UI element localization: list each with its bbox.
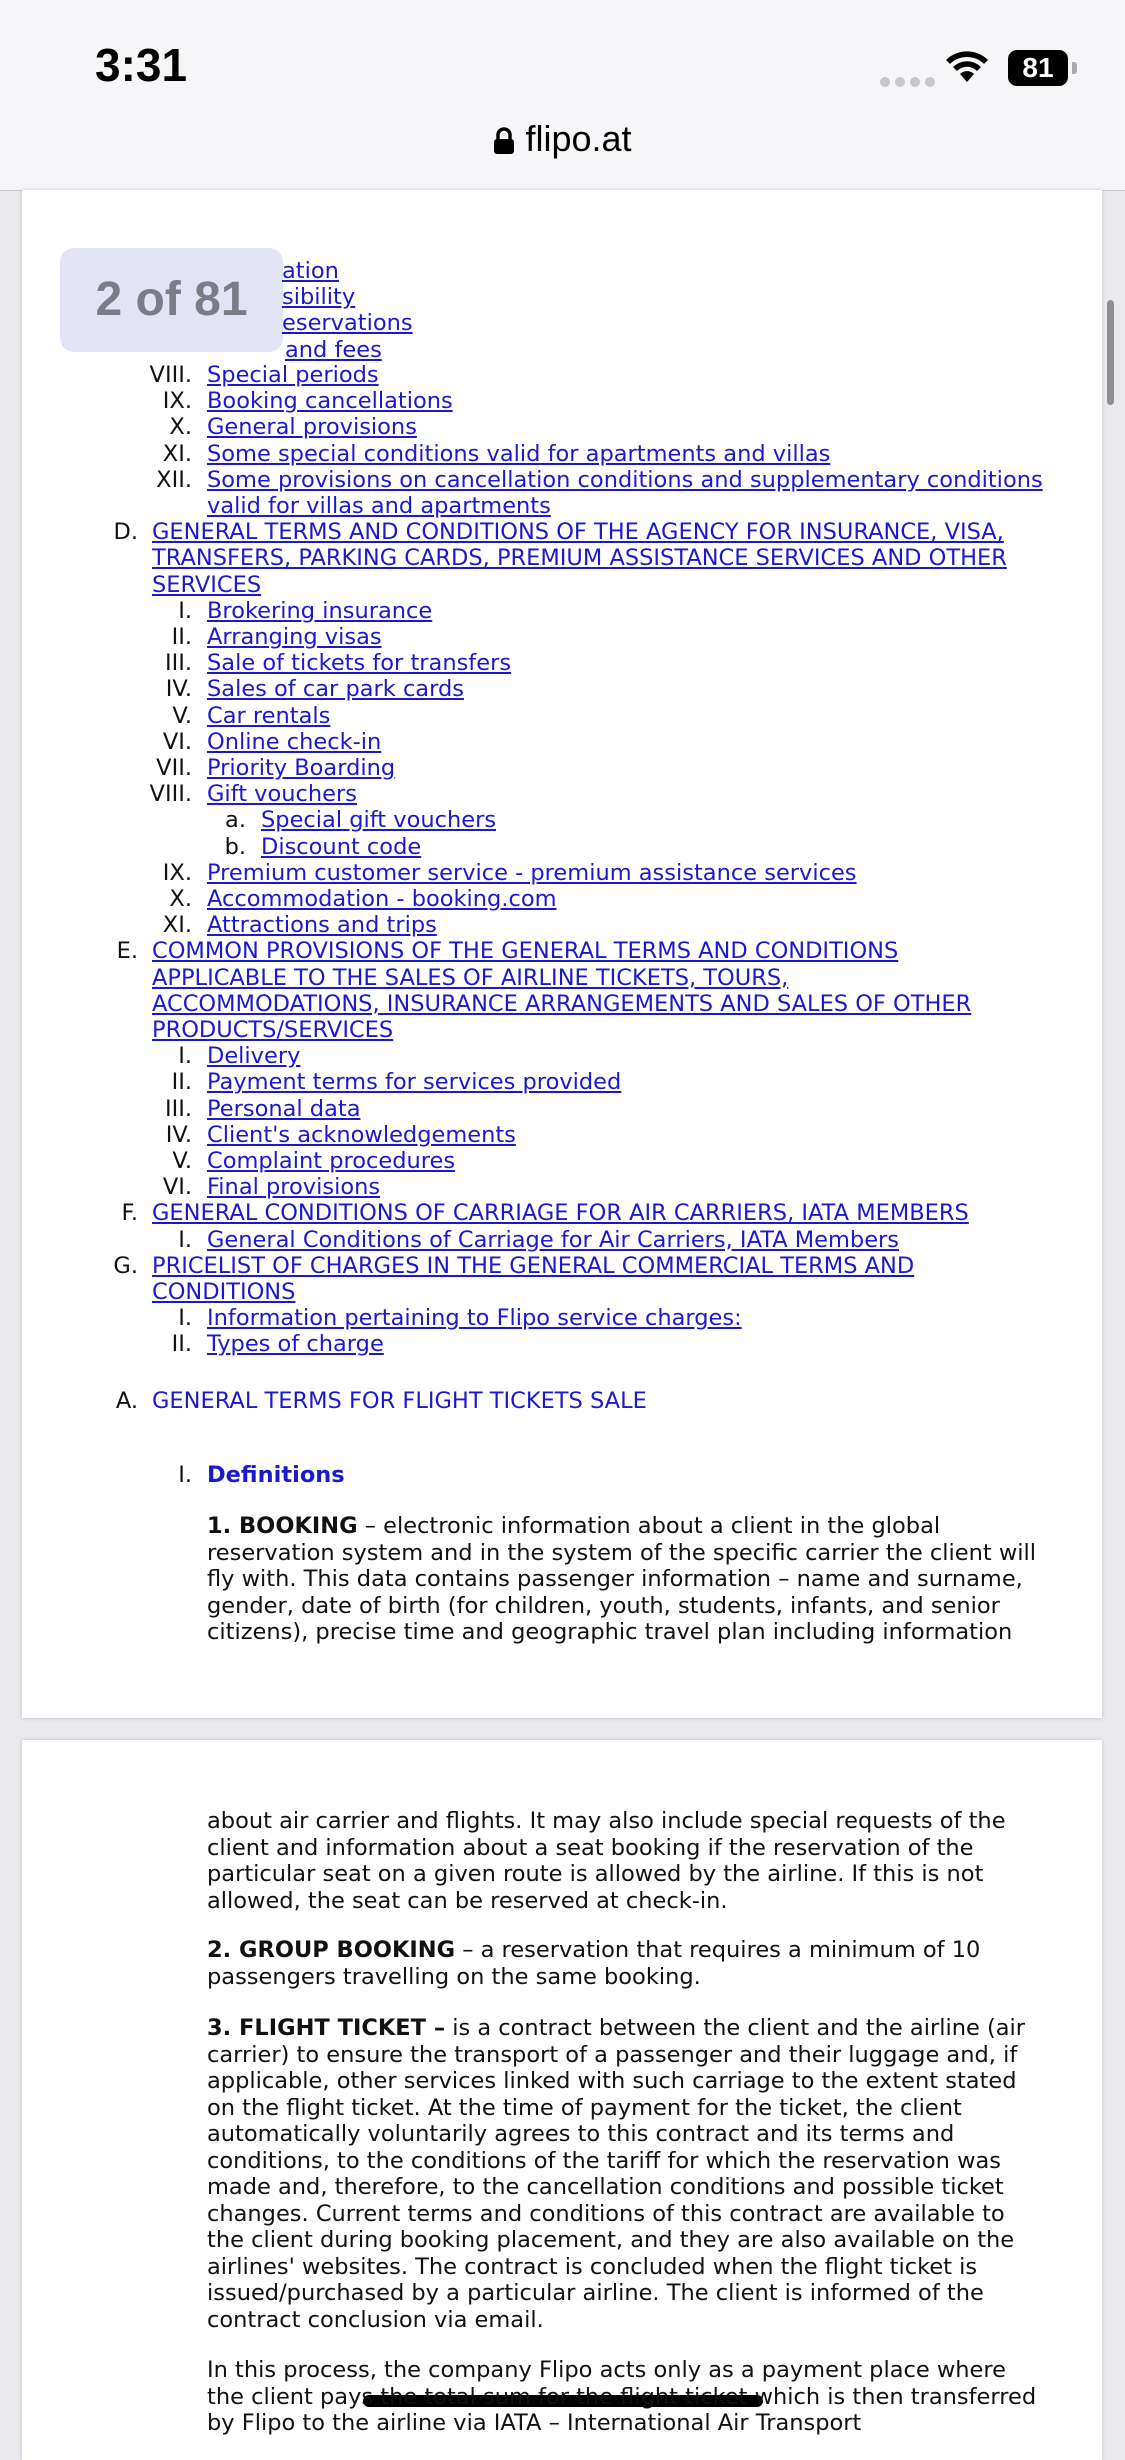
booking-continued-line	[207, 1808, 1006, 1835]
flight-ticket-definition-line	[207, 2095, 962, 2122]
booking-definition-line	[207, 1566, 1023, 1593]
toc-number: G.	[113, 1252, 138, 1279]
toc-link[interactable]: TRANSFERS, PARKING CARDS, PREMIUM ASSISTANCE SERVICES AND OTHER	[152, 545, 1007, 572]
toc-link[interactable]: eservations	[282, 310, 413, 337]
booking-definition-text: gender, date of birth (for children, youth, students, infants, and senior	[207, 1592, 1000, 1619]
flight-ticket-definition-text: the client during booking placement, and they are also available on the	[207, 2227, 1015, 2253]
group-booking-definition-text: – a reservation that requires a minimum of 10	[455, 1937, 981, 1963]
toc-number: b.	[224, 833, 246, 860]
group-booking-definition-text: passengers travelling on the same booking.	[207, 1963, 701, 1990]
toc-link[interactable]: Information pertaining to Flipo service charges:	[207, 1305, 742, 1332]
toc-link[interactable]: Special gift vouchers	[261, 807, 497, 834]
flight-ticket-definition-line	[207, 2068, 1017, 2095]
toc-number: I.	[178, 1226, 192, 1253]
toc-link[interactable]: Final provisions	[207, 1174, 381, 1201]
flight-ticket-definition-line	[207, 2042, 1017, 2069]
toc-link[interactable]: Premium customer service - premium assistance services	[207, 859, 857, 886]
toc-number: VI.	[162, 728, 192, 755]
flight-ticket-definition-line	[207, 2121, 954, 2148]
subsection-number: I.	[178, 1462, 192, 1488]
flight-ticket-definition-text: airlines' websites. The contract is concluded when the flight ticket is	[207, 2253, 978, 2280]
toc-link[interactable]: Gift vouchers	[207, 781, 357, 808]
wifi-icon	[945, 50, 989, 88]
section-number: A.	[115, 1388, 138, 1414]
booking-continued-line	[207, 1861, 983, 1888]
flight-ticket-definition-line	[207, 2280, 984, 2307]
toc-number: VIII.	[149, 362, 192, 388]
flight-ticket-definition-text: automatically voluntarily agrees to this contract and its terms and	[207, 2121, 955, 2147]
toc-number: XI.	[162, 440, 192, 467]
toc-link[interactable]: Booking cancellations	[207, 388, 453, 415]
toc-link[interactable]: PRICELIST OF CHARGES IN THE GENERAL COMMERCIAL TERMS AND	[152, 1252, 915, 1279]
toc-link[interactable]: Complaint procedures	[207, 1148, 456, 1174]
toc-number: X.	[169, 414, 192, 441]
scrollbar[interactable]	[1107, 300, 1114, 405]
toc-number: XI.	[162, 912, 192, 939]
flight-ticket-definition-text: carrier) to ensure the transport of a passenger and their luggage and, if	[207, 2041, 1018, 2068]
toc-number: II.	[171, 624, 192, 650]
group-booking-definition-line	[207, 1937, 980, 1964]
flipo-paragraph-line	[207, 2410, 861, 2437]
toc-number: III.	[164, 1095, 192, 1122]
booking-definition-text: reservation system and in the system of the specific carrier the client will	[207, 1539, 1037, 1566]
toc-number: a.	[225, 807, 246, 834]
group-booking-definition-term: 2. GROUP BOOKING	[207, 1937, 456, 1963]
section-title: GENERAL TERMS FOR FLIGHT TICKETS SALE	[152, 1388, 647, 1414]
flipo-paragraph-text: by Flipo to the airline via IATA – International Air Transport	[207, 2410, 862, 2436]
flight-ticket-definition-line	[207, 2201, 1005, 2228]
toc-number: XII.	[156, 466, 192, 493]
toc-number: II.	[171, 1331, 192, 1358]
flight-ticket-definition-line	[207, 2307, 544, 2334]
flight-ticket-definition-line	[207, 2015, 1025, 2042]
lock-icon	[493, 122, 515, 164]
toc-number: V.	[172, 702, 192, 729]
toc-number: VII.	[156, 755, 192, 781]
toc-number: V.	[172, 1148, 192, 1174]
flight-ticket-definition-text: is a contract between the client and the airline (air	[445, 2015, 1026, 2041]
toc-link[interactable]: GENERAL TERMS AND CONDITIONS OF THE AGENCY FOR INSURANCE, VISA,	[152, 519, 1004, 546]
flipo-paragraph-text: In this process, the company Flipo acts only as a payment place where	[207, 2357, 1006, 2383]
flight-ticket-definition-text: contract conclusion via email.	[207, 2306, 544, 2333]
toc-link[interactable]: Arranging visas	[207, 624, 382, 650]
battery-icon	[1072, 62, 1077, 74]
booking-continued-text: about air carrier and flights. It may also include special requests of the	[207, 1808, 1006, 1834]
flight-ticket-definition-text: applicable, other services linked with such carriage to the extent stated	[207, 2068, 1017, 2094]
flight-ticket-definition-line	[207, 2254, 977, 2281]
flight-ticket-definition-text: issued/purchased by a particular airline. The client is informed of the	[207, 2280, 984, 2306]
toc-link[interactable]: Delivery	[207, 1043, 301, 1070]
toc-number: I.	[178, 1043, 192, 1070]
toc-link[interactable]: Some provisions on cancellation conditions and supplementary conditions	[207, 466, 1043, 493]
address-bar[interactable]	[0, 118, 1125, 164]
flight-ticket-definition-text: conditions, to the conditions of the tariff for which the reservation was	[207, 2147, 1002, 2174]
booking-definition-line	[207, 1619, 1012, 1646]
booking-definition-line	[207, 1540, 1036, 1567]
status-time: 3:31	[95, 39, 188, 91]
toc-number: F.	[121, 1200, 138, 1227]
toc-number: D.	[113, 519, 138, 546]
battery-level: 81	[1008, 50, 1068, 86]
toc-link[interactable]: Sale of tickets for transfers	[207, 650, 512, 677]
booking-continued-text: client and information about a seat booking if the reservation of the	[207, 1834, 974, 1861]
booking-definition-text: citizens), precise time and geographic travel plan including information	[207, 1619, 1013, 1645]
toc-number: IX.	[162, 859, 192, 886]
toc-link[interactable]: Types of charge	[207, 1331, 384, 1358]
booking-definition-line	[207, 1513, 940, 1540]
toc-link[interactable]: APPLICABLE TO THE SALES OF AIRLINE TICKETS, TOURS,	[152, 964, 789, 991]
flight-ticket-definition-text: on the flight ticket. At the time of payment for the ticket, the client	[207, 2094, 962, 2121]
toc-link[interactable]: Online check-in	[207, 728, 382, 755]
toc-link[interactable]: Client's acknowledgements	[207, 1121, 516, 1148]
toc-link[interactable]: Personal data	[207, 1095, 361, 1122]
browser-top-bar	[0, 0, 1125, 191]
group-booking-definition-line	[207, 1964, 701, 1991]
flipo-paragraph-text: the client pays the total sum for the flight ticket which is then transferred	[207, 2383, 1037, 2410]
booking-continued-text: particular seat on a given route is allowed by the airline. If this is not	[207, 1861, 984, 1887]
flipo-paragraph-line	[207, 2384, 1036, 2411]
toc-link[interactable]: Discount code	[261, 833, 422, 860]
toc-link[interactable]: valid for villas and apartments	[207, 493, 551, 519]
flight-ticket-definition-term: 3. FLIGHT TICKET –	[207, 2015, 446, 2041]
toc-number: X.	[169, 886, 192, 912]
flight-ticket-definition-line	[207, 2148, 1001, 2175]
toc-number: IV.	[165, 676, 192, 703]
toc-link[interactable]: sibility	[282, 284, 356, 311]
toc-link[interactable]: General Conditions of Carriage for Air Carriers, IATA Members	[207, 1226, 900, 1253]
flight-ticket-definition-line	[207, 2227, 1014, 2254]
toc-link[interactable]: Special periods	[207, 362, 379, 388]
booking-continued-text: allowed, the seat can be reserved at check-in.	[207, 1887, 728, 1914]
toc-link[interactable]: Some special conditions valid for apartments and villas	[207, 440, 831, 467]
booking-continued-line	[207, 1835, 974, 1862]
toc-link[interactable]: PRODUCTS/SERVICES	[152, 1017, 394, 1043]
booking-definition-term: 1. BOOKING	[207, 1513, 358, 1539]
toc-link[interactable]: Brokering insurance	[207, 597, 433, 624]
toc-link[interactable]: COMMON PROVISIONS OF THE GENERAL TERMS AND CONDITIONS	[152, 938, 899, 965]
toc-number: II.	[171, 1069, 192, 1096]
toc-link[interactable]: Car rentals	[207, 702, 331, 729]
toc-link[interactable]: Priority Boarding	[207, 755, 396, 781]
toc-link[interactable]: GENERAL CONDITIONS OF CARRIAGE FOR AIR CARRIERS, IATA MEMBERS	[152, 1200, 969, 1227]
toc-link[interactable]: ation	[282, 258, 339, 284]
toc-number: VIII.	[149, 781, 192, 808]
toc-number: VI.	[162, 1174, 192, 1201]
toc-link[interactable]: SERVICES	[152, 571, 262, 598]
toc-number: I.	[178, 1305, 192, 1332]
booking-definition-line	[207, 1593, 1000, 1620]
toc-link[interactable]: ACCOMMODATIONS, INSURANCE ARRANGEMENTS AND SALES OF OTHER	[152, 990, 972, 1017]
toc-link[interactable]: CONDITIONS	[152, 1279, 296, 1305]
subsection-title: Definitions	[207, 1462, 345, 1488]
toc-link[interactable]: Payment terms for services provided	[207, 1069, 622, 1096]
toc-link[interactable]: Sales of car park cards	[207, 676, 464, 703]
toc-number: I.	[178, 597, 192, 624]
flipo-paragraph-line	[207, 2357, 1006, 2384]
booking-definition-text: – electronic information about a client in the global	[357, 1513, 941, 1539]
toc-link[interactable]: General provisions	[207, 414, 417, 441]
toc-number: IX.	[162, 388, 192, 415]
page-indicator: 2 of 81	[60, 248, 283, 352]
flight-ticket-definition-line	[207, 2174, 1004, 2201]
flight-ticket-definition-text: made and, therefore, to the cancellation conditions and possible ticket	[207, 2174, 1004, 2200]
flight-ticket-definition-text: changes. Current terms and conditions of this contract are available to	[207, 2200, 1005, 2227]
booking-definition-text: fly with. This data contains passenger information – name and surname,	[207, 1566, 1023, 1592]
booking-continued-line	[207, 1888, 728, 1915]
toc-link[interactable]: Attractions and trips	[207, 912, 437, 939]
toc-number: E.	[116, 938, 138, 965]
toc-link[interactable]: and fees	[285, 336, 382, 363]
toc-number: III.	[164, 650, 192, 677]
cellular-signal-icon	[880, 72, 940, 91]
toc-link[interactable]: Accommodation - booking.com	[207, 886, 557, 912]
url-text: flipo.at	[525, 118, 632, 159]
toc-number: IV.	[165, 1121, 192, 1148]
